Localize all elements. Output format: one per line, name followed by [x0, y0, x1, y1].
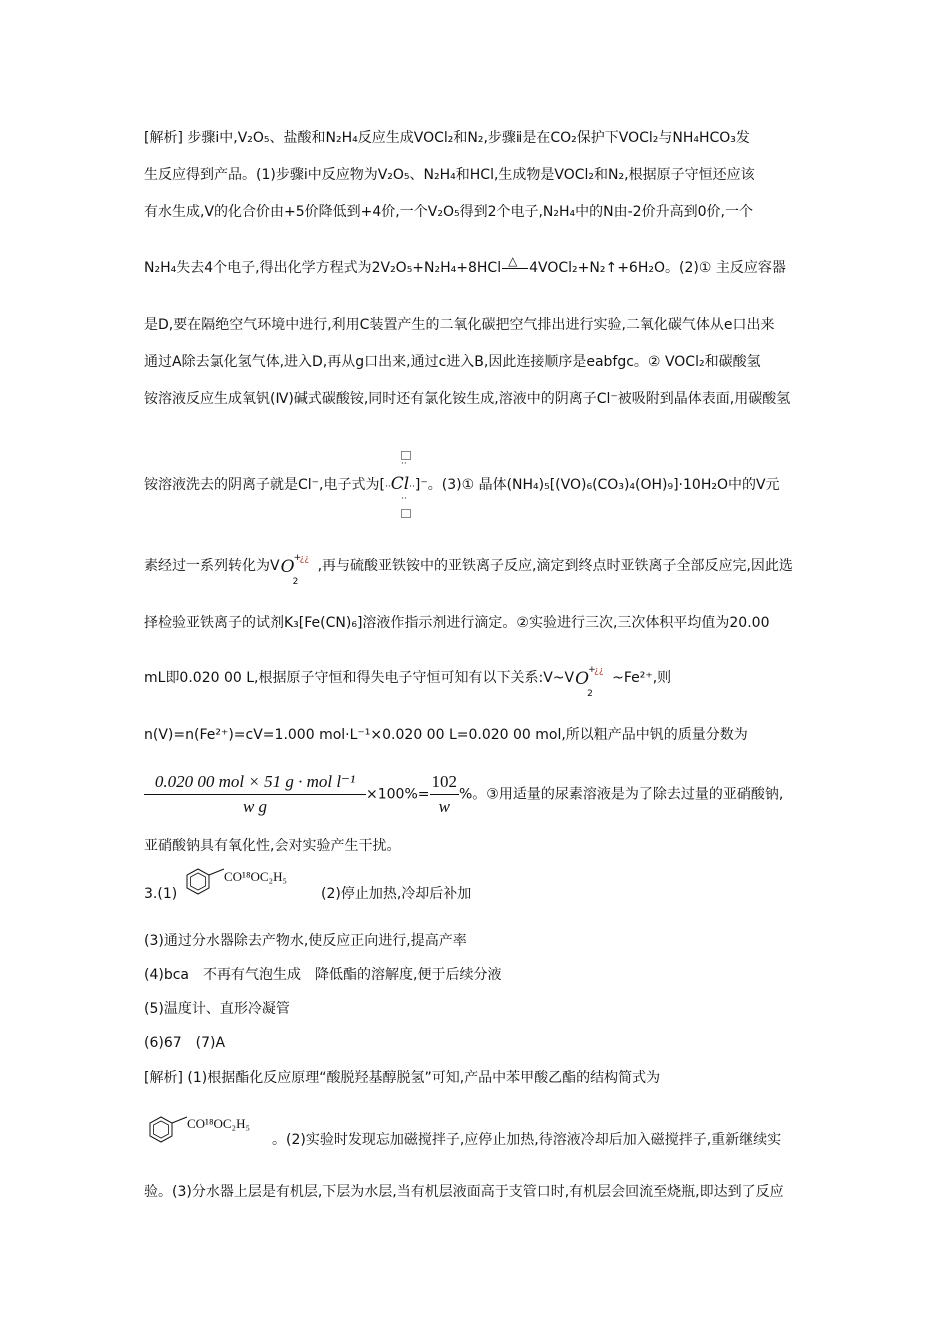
answer-item: (4)bca 不再有气泡生成 降低酯的溶解度,便于后续分液	[144, 967, 502, 983]
text-line: 生反应得到产品。(1)步骤ⅰ中反应物为V₂O₅、N₂H₄和HCl,生成物是VOCl₂和N₂,根据原子守恒还应该	[144, 167, 755, 183]
text-seg: 素经过一系列转化为V	[144, 558, 280, 574]
fraction-denominator: w g	[242, 797, 268, 816]
electron-formula-line	[144, 475, 780, 496]
fraction-numerator: 0.020 00 mol × 51 g · mol l⁻¹	[144, 772, 366, 795]
text-line: 。(2)实验时发现忘加磁搅拌子,应停止加热,待溶液冷却后加入磁搅拌子,重新继续实	[272, 1132, 782, 1148]
text-line: 验。(3)分水器上层是有机层,下层为水层,当有机层液面高于支管口时,有机层会回流至烧瓶,即达到了反应	[144, 1184, 784, 1200]
vanadyl-ion	[280, 552, 318, 587]
electron-dot-box	[401, 509, 411, 518]
electron-dots: ··	[401, 494, 407, 504]
answer-item: (5)温度计、直形冷凝管	[144, 1001, 290, 1017]
text-line: 亚硝酸钠具有氧化性,会对实验产生干扰。	[144, 838, 401, 854]
text-seg: mL即0.020 00 L,根据原子守恒和得失电子守恒可知有以下关系:V~V	[144, 670, 575, 686]
text-line: [解析] (1)根据酯化反应原理“酸脱羟基醇脱氢”可知,产品中苯甲酸乙酯的结构简式为	[144, 1070, 661, 1086]
ion-subscript: 2	[292, 577, 299, 587]
text-seg: %。③用适量的尿素溶液是为了除去过量的亚硝酸钠,	[459, 786, 784, 803]
fraction-numerator: 102	[430, 772, 460, 795]
electron-dots: ··	[409, 482, 415, 492]
equation-right: 4VOCl₂+N₂↑+6H₂O。(2)① 主反应容器	[529, 260, 786, 276]
ion-charge: +	[588, 665, 596, 675]
fraction-mass	[144, 772, 366, 817]
heat-symbol: △	[508, 253, 518, 268]
text-line: 铵溶液反应生成氧钒(Ⅳ)碱式碳酸铵,同时还有氯化铵生成,溶液中的阴离子Cl⁻被吸附到晶体表面,用碳酸氢	[144, 391, 791, 407]
answer-label: 3.(1)	[144, 886, 178, 902]
answer-item: (3)通过分水器除去产物水,使反应正向进行,提高产率	[144, 933, 467, 949]
relation-line	[144, 664, 672, 699]
text-line: 是D,要在隔绝空气环境中进行,利用C装置产生的二氧化碳把空气排出进行实验,二氧化碳气体从e口出来	[144, 317, 775, 333]
text-line: 择检验亚铁离子的试剂K₃[Fe(CN)₆]溶液作指示剂进行滴定。②实验进行三次,三次体积平均值为20.00	[144, 615, 770, 631]
ester-group: CO¹⁸OC₂H₅	[187, 1116, 251, 1131]
text-seg: ×100%=	[366, 786, 430, 803]
ion-charge: +	[293, 553, 302, 563]
fraction-denominator: w	[438, 797, 450, 816]
equation-line	[144, 253, 786, 277]
text-line: n(V)=n(Fe²⁺)=cV=1.000 mol·L⁻¹×0.020 00 L=0.020 00 mol,所以粗产品中钒的质量分数为	[144, 727, 748, 743]
ester-group: CO¹⁸OC₂H₅	[224, 869, 288, 884]
electron-dots: ··	[384, 482, 391, 492]
garbled-glyph: ¿¿	[594, 666, 604, 676]
text-line: 有水生成,V的化合价由+5价降低到+4价,一个V₂O₅得到2个电子,N₂H₄中的N由-2价升高到0价,一个	[144, 204, 753, 220]
chlorine-symbol: Cl	[390, 474, 410, 494]
oxygen-symbol: O	[280, 557, 295, 577]
heat-arrow	[502, 253, 528, 269]
text-seg: ]⁻。(3)① 晶体(NH₄)₅[(VO)₆(CO₃)₄(OH)₉]·10H₂O中的V元	[414, 477, 780, 493]
oxygen-symbol: O	[575, 669, 590, 689]
ion-subscript: 2	[587, 689, 593, 699]
vanadyl-line	[144, 552, 793, 587]
electron-dots: ··	[401, 459, 407, 469]
text-seg: ,再与硫酸亚铁铵中的亚铁离子反应,滴定到终点时亚铁离子全部反应完,因此选	[317, 558, 793, 574]
mass-fraction-line	[144, 772, 783, 817]
text-line: 通过A除去氯化氢气体,进入D,再从g口出来,通过c进入B,因此连接顺序是eabfgc。② VOCl₂和碳酸氢	[144, 354, 761, 370]
answer-item: (6)67 (7)A	[144, 1035, 226, 1051]
vanadyl-ion	[574, 664, 612, 699]
garbled-glyph: ¿¿	[299, 554, 310, 564]
text-seg: ~Fe²⁺,则	[612, 670, 672, 686]
equation-left: N₂H₄失去4个电子,得出化学方程式为2V₂O₅+N₂H₄+8HCl	[144, 260, 502, 276]
text-seg: 铵溶液洗去的阴离子就是Cl⁻,电子式为[	[144, 477, 385, 493]
fraction-result	[430, 772, 460, 817]
text-line: [解析] 步骤ⅰ中,V₂O₅、盐酸和N₂H₄反应生成VOCl₂和N₂,步骤ⅱ是在CO₂保护下VOCl₂与NH₄HCO₃发	[144, 130, 750, 146]
answer-item: (2)停止加热,冷却后补加	[321, 886, 472, 902]
